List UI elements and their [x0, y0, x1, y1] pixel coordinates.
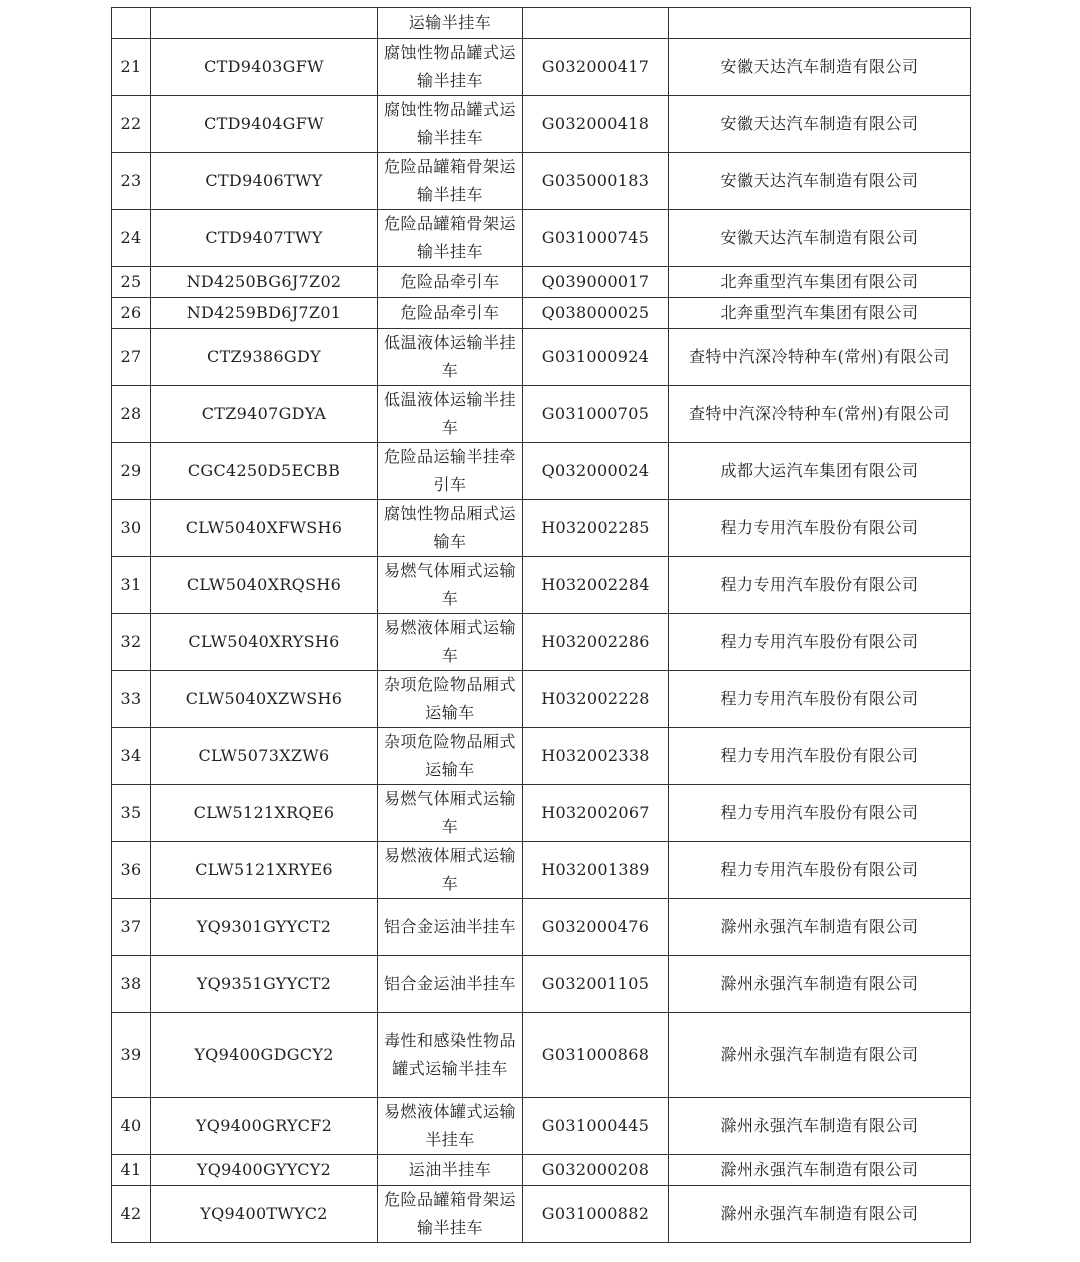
- row-number: 36: [112, 842, 151, 899]
- table-row: [112, 671, 971, 728]
- row-number: 33: [112, 671, 151, 728]
- table-row: [112, 842, 971, 899]
- vehicle-model: YQ9400TWYC2: [151, 1186, 378, 1243]
- table-row: [112, 39, 971, 96]
- row-number: [112, 8, 151, 39]
- vehicle-name: 杂项危险物品厢式运输车: [378, 671, 523, 728]
- row-number: 34: [112, 728, 151, 785]
- manufacturer: 北奔重型汽车集团有限公司: [669, 298, 971, 329]
- table-row: [112, 153, 971, 210]
- vehicle-model: CLW5121XRQE6: [151, 785, 378, 842]
- vehicle-model: CLW5040XRYSH6: [151, 614, 378, 671]
- manufacturer: 成都大运汽车集团有限公司: [669, 443, 971, 500]
- table-row: [112, 1186, 971, 1243]
- vehicle-model: CTZ9407GDYA: [151, 386, 378, 443]
- vehicle-name: 腐蚀性物品罐式运输半挂车: [378, 96, 523, 153]
- vehicle-model: [151, 8, 378, 39]
- catalog-code: G031000445: [523, 1098, 669, 1155]
- manufacturer: [669, 8, 971, 39]
- manufacturer: 滁州永强汽车制造有限公司: [669, 956, 971, 1013]
- manufacturer: 程力专用汽车股份有限公司: [669, 842, 971, 899]
- vehicle-model: CTD9403GFW: [151, 39, 378, 96]
- vehicle-model: CLW5121XRYE6: [151, 842, 378, 899]
- row-number: 39: [112, 1013, 151, 1098]
- table-row: [112, 267, 971, 298]
- manufacturer: 安徽天达汽车制造有限公司: [669, 96, 971, 153]
- table-row: [112, 329, 971, 386]
- vehicle-model: CTD9404GFW: [151, 96, 378, 153]
- catalog-code: G031000882: [523, 1186, 669, 1243]
- manufacturer: 北奔重型汽车集团有限公司: [669, 267, 971, 298]
- catalog-code: G035000183: [523, 153, 669, 210]
- vehicle-name: 危险品牵引车: [378, 298, 523, 329]
- vehicle-model: YQ9351GYYCT2: [151, 956, 378, 1013]
- catalog-code: G032000208: [523, 1155, 669, 1186]
- table-row: [112, 1155, 971, 1186]
- vehicle-name: 易燃气体厢式运输车: [378, 785, 523, 842]
- catalog-code: G031000868: [523, 1013, 669, 1098]
- manufacturer: 程力专用汽车股份有限公司: [669, 614, 971, 671]
- table-row: [112, 443, 971, 500]
- catalog-code: Q039000017: [523, 267, 669, 298]
- table-row: [112, 614, 971, 671]
- catalog-code: G031000745: [523, 210, 669, 267]
- vehicle-model: CGC4250D5ECBB: [151, 443, 378, 500]
- vehicle-name: 腐蚀性物品罐式运输半挂车: [378, 39, 523, 96]
- vehicle-model: CTD9407TWY: [151, 210, 378, 267]
- catalog-code: G032000418: [523, 96, 669, 153]
- manufacturer: 滁州永强汽车制造有限公司: [669, 1186, 971, 1243]
- manufacturer: 程力专用汽车股份有限公司: [669, 728, 971, 785]
- vehicle-name: 低温液体运输半挂车: [378, 386, 523, 443]
- row-number: 31: [112, 557, 151, 614]
- row-number: 32: [112, 614, 151, 671]
- manufacturer: 滁州永强汽车制造有限公司: [669, 1013, 971, 1098]
- vehicle-model: CLW5040XFWSH6: [151, 500, 378, 557]
- table-row: [112, 210, 971, 267]
- manufacturer: 查特中汽深冷特种车(常州)有限公司: [669, 329, 971, 386]
- row-number: 21: [112, 39, 151, 96]
- table-row: [112, 728, 971, 785]
- catalog-code: H032002286: [523, 614, 669, 671]
- catalog-code: G031000924: [523, 329, 669, 386]
- vehicle-model: ND4250BG6J7Z02: [151, 267, 378, 298]
- row-number: 23: [112, 153, 151, 210]
- table-row: [112, 785, 971, 842]
- vehicle-name: 杂项危险物品厢式运输车: [378, 728, 523, 785]
- row-number: 40: [112, 1098, 151, 1155]
- manufacturer: 程力专用汽车股份有限公司: [669, 557, 971, 614]
- vehicle-name: 危险品罐箱骨架运输半挂车: [378, 153, 523, 210]
- manufacturer: 滁州永强汽车制造有限公司: [669, 1098, 971, 1155]
- table-row: [112, 557, 971, 614]
- vehicle-name: 铝合金运油半挂车: [378, 899, 523, 956]
- vehicle-name: 低温液体运输半挂车: [378, 329, 523, 386]
- catalog-code: G032000417: [523, 39, 669, 96]
- manufacturer: 安徽天达汽车制造有限公司: [669, 153, 971, 210]
- vehicle-name: 易燃液体厢式运输车: [378, 842, 523, 899]
- vehicle-model: YQ9301GYYCT2: [151, 899, 378, 956]
- row-number: 37: [112, 899, 151, 956]
- manufacturer: 程力专用汽车股份有限公司: [669, 785, 971, 842]
- vehicle-model: CLW5073XZW6: [151, 728, 378, 785]
- table-body: [112, 8, 971, 1243]
- vehicle-name: 危险品罐箱骨架运输半挂车: [378, 210, 523, 267]
- vehicle-name: 腐蚀性物品厢式运输车: [378, 500, 523, 557]
- catalog-code: Q032000024: [523, 443, 669, 500]
- table-row: [112, 8, 971, 39]
- table-row: [112, 96, 971, 153]
- manufacturer: 滁州永强汽车制造有限公司: [669, 1155, 971, 1186]
- vehicle-model: CTD9406TWY: [151, 153, 378, 210]
- catalog-code: H032002284: [523, 557, 669, 614]
- manufacturer: 程力专用汽车股份有限公司: [669, 500, 971, 557]
- catalog-code: H032002338: [523, 728, 669, 785]
- catalog-code: H032002285: [523, 500, 669, 557]
- vehicle-model: CLW5040XZWSH6: [151, 671, 378, 728]
- vehicle-name: 危险品罐箱骨架运输半挂车: [378, 1186, 523, 1243]
- catalog-code: G031000705: [523, 386, 669, 443]
- vehicle-model: CTZ9386GDY: [151, 329, 378, 386]
- row-number: 22: [112, 96, 151, 153]
- catalog-code: H032001389: [523, 842, 669, 899]
- row-number: 29: [112, 443, 151, 500]
- vehicle-name: 易燃液体厢式运输车: [378, 614, 523, 671]
- table-row: [112, 956, 971, 1013]
- catalog-code: G032000476: [523, 899, 669, 956]
- vehicle-model: ND4259BD6J7Z01: [151, 298, 378, 329]
- vehicle-name: 易燃液体罐式运输半挂车: [378, 1098, 523, 1155]
- catalog-code: G032001105: [523, 956, 669, 1013]
- table-row: [112, 386, 971, 443]
- vehicle-name: 运输半挂车: [378, 8, 523, 39]
- table-row: [112, 1098, 971, 1155]
- manufacturer: 滁州永强汽车制造有限公司: [669, 899, 971, 956]
- manufacturer: 安徽天达汽车制造有限公司: [669, 210, 971, 267]
- vehicle-name: 毒性和感染性物品罐式运输半挂车: [378, 1013, 523, 1098]
- table-row: [112, 1013, 971, 1098]
- vehicle-name: 危险品运输半挂牵引车: [378, 443, 523, 500]
- vehicle-name: 危险品牵引车: [378, 267, 523, 298]
- vehicle-model: CLW5040XRQSH6: [151, 557, 378, 614]
- row-number: 26: [112, 298, 151, 329]
- vehicle-name: 运油半挂车: [378, 1155, 523, 1186]
- catalog-code: H032002067: [523, 785, 669, 842]
- row-number: 41: [112, 1155, 151, 1186]
- manufacturer: 查特中汽深冷特种车(常州)有限公司: [669, 386, 971, 443]
- vehicle-model: YQ9400GYYCY2: [151, 1155, 378, 1186]
- vehicle-model: YQ9400GDGCY2: [151, 1013, 378, 1098]
- vehicle-name: 铝合金运油半挂车: [378, 956, 523, 1013]
- row-number: 30: [112, 500, 151, 557]
- vehicle-catalog-table: [111, 7, 971, 1243]
- row-number: 25: [112, 267, 151, 298]
- catalog-code: Q038000025: [523, 298, 669, 329]
- row-number: 42: [112, 1186, 151, 1243]
- table-row: [112, 899, 971, 956]
- row-number: 28: [112, 386, 151, 443]
- table-row: [112, 298, 971, 329]
- catalog-code: H032002228: [523, 671, 669, 728]
- vehicle-name: 易燃气体厢式运输车: [378, 557, 523, 614]
- manufacturer: 程力专用汽车股份有限公司: [669, 671, 971, 728]
- manufacturer: 安徽天达汽车制造有限公司: [669, 39, 971, 96]
- table-row: [112, 500, 971, 557]
- catalog-code: [523, 8, 669, 39]
- row-number: 24: [112, 210, 151, 267]
- row-number: 27: [112, 329, 151, 386]
- row-number: 38: [112, 956, 151, 1013]
- row-number: 35: [112, 785, 151, 842]
- vehicle-model: YQ9400GRYCF2: [151, 1098, 378, 1155]
